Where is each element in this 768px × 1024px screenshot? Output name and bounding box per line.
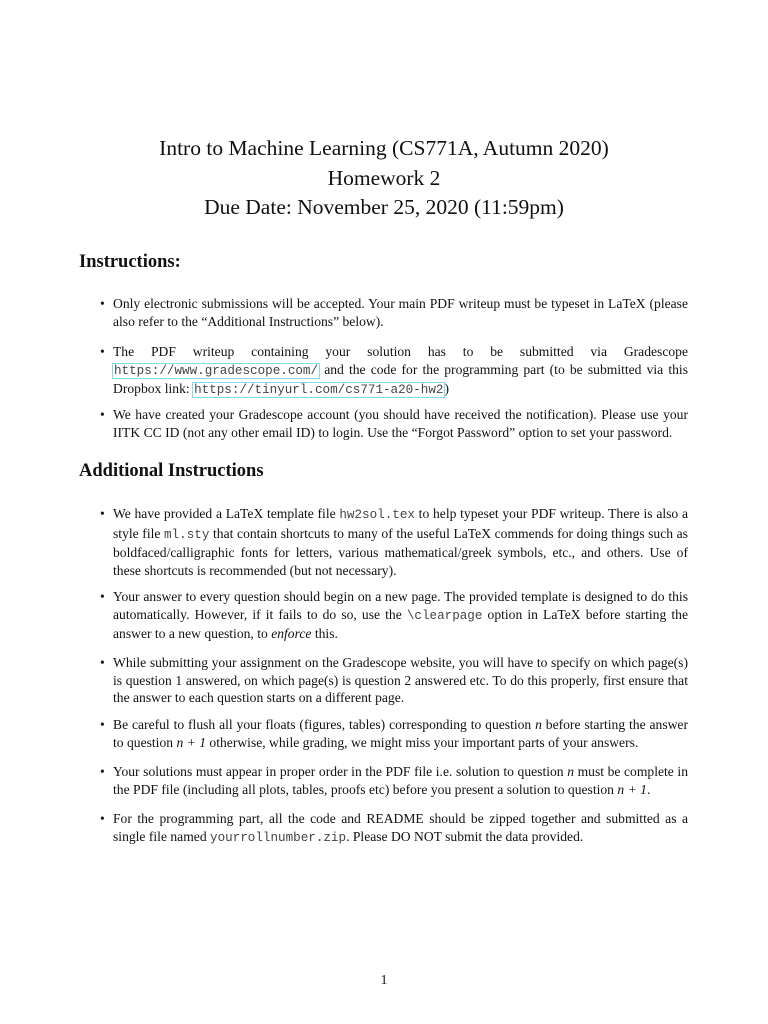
bullet-icon: • bbox=[100, 655, 105, 670]
instructions-heading: Instructions: bbox=[79, 252, 181, 272]
list-item-text: Your answer to every question should begin on a new page. The provided template is designed to do this automatically. However, if it fails to do so, use the bbox=[113, 589, 688, 622]
math-n: n bbox=[535, 717, 542, 732]
template-filename: hw2sol.tex bbox=[339, 508, 415, 522]
list-item bbox=[100, 588, 688, 643]
math-n: n bbox=[567, 764, 574, 779]
list-item bbox=[100, 763, 689, 798]
math-n-plus-1: n + 1 bbox=[617, 781, 647, 797]
list-item-text: Your solutions must appear in proper order in the PDF file i.e. solution to question bbox=[113, 764, 568, 779]
clearpage-command: \clearpage bbox=[406, 608, 483, 623]
list-item-text: before starting the answer to question bbox=[113, 717, 688, 750]
course-title: Intro to Machine Learning (CS771A, Autumn 2020) bbox=[159, 136, 609, 160]
list-item-text: this. bbox=[311, 626, 338, 642]
list-item-text: Only electronic submissions will be accepted. Your main PDF writeup must be typeset in LaTeX (please also refer to the “Additional Instructions” below). bbox=[113, 296, 688, 329]
bullet-icon: • bbox=[100, 764, 105, 779]
list-item-text: ) bbox=[444, 381, 449, 397]
homework-title: Homework 2 bbox=[327, 165, 441, 190]
list-item-text: otherwise, while grading, we might miss your important parts of your answers. bbox=[206, 734, 639, 750]
bullet-icon: • bbox=[100, 589, 105, 604]
emphasis-text: enforce bbox=[271, 626, 312, 642]
zip-filename: yourrollnumber.zip bbox=[210, 830, 347, 845]
list-item-text: We have provided a LaTeX template file bbox=[113, 506, 340, 521]
list-item-text: to help typeset your PDF writeup. There is also a style file bbox=[113, 506, 688, 541]
list-item-text: option in LaTeX before starting the answer to a new question, to bbox=[113, 606, 688, 642]
list-item-text: For the programming part, all the code and README should be zipped together and submitted as a single file named bbox=[113, 811, 688, 844]
math-n-plus-1: n + 1 bbox=[176, 734, 207, 750]
list-item-text: We have created your Gradescope account (you should have received the notification). Please use your IITK CC ID (not any other email ID) to login. Use the “Forgot Password” option to set your password. bbox=[113, 407, 688, 440]
bullet-icon: • bbox=[100, 811, 105, 826]
list-item bbox=[100, 406, 688, 441]
gradescope-link[interactable]: https://www.gradescope.com/ bbox=[114, 363, 319, 378]
list-item bbox=[100, 810, 688, 847]
bullet-icon: • bbox=[100, 506, 105, 521]
list-item bbox=[100, 654, 688, 707]
list-item bbox=[100, 295, 688, 330]
page-number: 1 bbox=[380, 972, 388, 987]
list-item-text: Be careful to flush all your floats (figures, tables) corresponding to question bbox=[113, 717, 536, 732]
list-item bbox=[100, 716, 688, 751]
list-item bbox=[100, 505, 688, 579]
list-item-text: must be complete in the PDF file (including all plots, tables, proofs etc) before you present a solution to question bbox=[113, 764, 689, 797]
list-item bbox=[100, 343, 688, 400]
document-title bbox=[0, 134, 768, 223]
list-item-text: The PDF writeup containing your solution has to be submitted via Gradescope bbox=[113, 344, 688, 359]
additional-instructions-heading: Additional Instructions bbox=[79, 461, 264, 481]
list-item-text: that contain shortcuts to many of the useful LaTeX commends for doing things such as boldfaced/calligraphic fonts for letters, various mathematical/greek symbols, etc., and others. Use of these shortcuts is recommended (but not necessary). bbox=[113, 525, 688, 578]
list-item-text: . Please DO NOT submit the data provided. bbox=[346, 828, 584, 844]
bullet-icon: • bbox=[100, 717, 105, 732]
bullet-icon: • bbox=[100, 344, 105, 359]
bullet-icon: • bbox=[100, 407, 105, 422]
list-item-text: While submitting your assignment on the Gradescope website, you will have to specify on which page(s) is question 1 answered, on which page(s) is question 2 answered etc. To do this properly, first ensure that the answer to each question starts on a different page. bbox=[113, 655, 688, 706]
list-item-text: and the code for the programming part (to be submitted via this Dropbox link: bbox=[113, 361, 688, 397]
dropbox-link[interactable]: https://tinyurl.com/cs771-a20-hw2 bbox=[194, 383, 444, 398]
style-filename: ml.sty bbox=[164, 527, 210, 542]
bullet-icon: • bbox=[100, 296, 105, 311]
list-item-text: . bbox=[646, 781, 651, 797]
due-date: Due Date: November 25, 2020 (11:59pm) bbox=[204, 195, 564, 219]
